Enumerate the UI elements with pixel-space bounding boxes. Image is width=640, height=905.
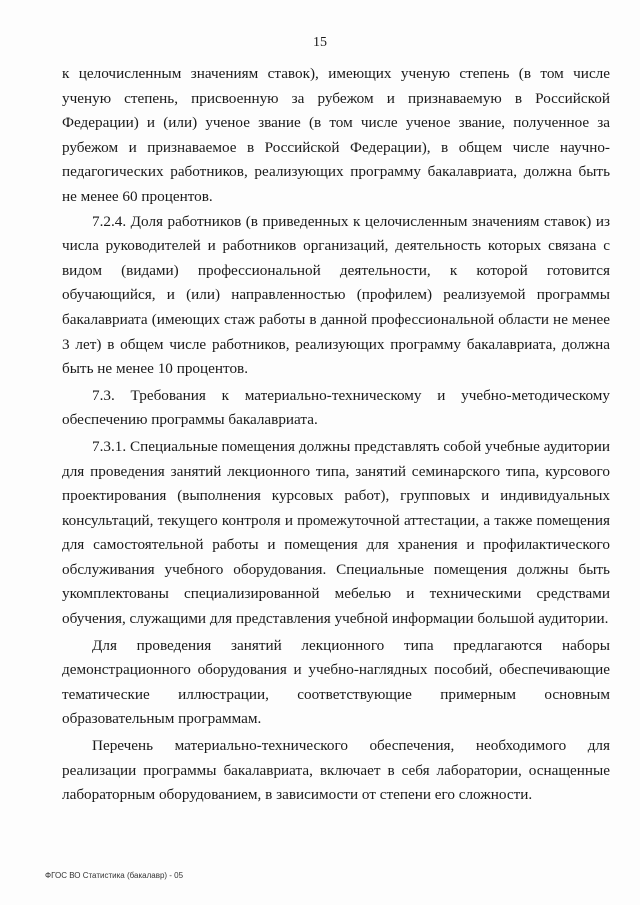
paragraph-7-3-heading: 7.3. Требования к материально-техническому и учебно-методическому обеспечению программы бакалавриата. [62, 386, 610, 429]
paragraph-equipment-list: Перечень материально-технического обеспечения, необходимого для реализации программы бакалавриата, включает в себя лаборатории, оснащенные лабораторным оборудованием, в зависимости от степени его сложности. [62, 737, 610, 804]
paragraph-7-3-1: 7.3.1. Специальные помещения должны представлять собой учебные аудитории для проведения занятий лекционного типа, занятий семинарского типа, курсового проектирования (выполнения курсовых работ), групповых и индивидуальных консультаций, текущего контроля и промежуточной аттестации, а также помещения для самостоятельной работы и помещения для хранения и профилактического обслуживания учебного оборудования. Специальные помещения должны быть укомплектованы специализированной мебелью и техническими средствами обучения, служащими для представления учебной информации большой аудитории. [62, 437, 610, 628]
paragraph-lecture-equipment: Для проведения занятий лекционного типа предлагаются наборы демонстрационного оборудования и учебно-наглядных пособий, обеспечивающие тематические иллюстрации, соответствующие примерным основным образовательным программам. [62, 636, 610, 728]
page-number: 15 [313, 35, 327, 50]
paragraph-continuation: к целочисленным значениям ставок), имеющих ученую степень (в том числе ученую степень, присвоенную за рубежом и признаваемую в Российской Федерации) и (или) ученое звание (в том числе ученое звание, полученное за рубежом и признаваемое в Российской Федерации), в общем числе научно-педагогических работников, реализующих программу бакалавриата, должна быть не менее 60 процентов. [62, 65, 610, 205]
page-footer: ФГОС ВО Статистика (бакалавр) - 05 [45, 871, 184, 880]
document-body [62, 62, 610, 808]
paragraph-7-2-4: 7.2.4. Доля работников (в приведенных к целочисленным значениям ставок) из числа руководителей и работников организаций, деятельность которых связана с видом (видами) профессиональной деятельности, к которой готовится обучающийся, и (или) направленностью (профилем) реализуемой программы бакалавриата (имеющих стаж работы в данной профессиональной области не менее 3 лет) в общем числе работников, реализующих программу бакалавриата, должна быть не менее 10 процентов. [62, 212, 610, 378]
